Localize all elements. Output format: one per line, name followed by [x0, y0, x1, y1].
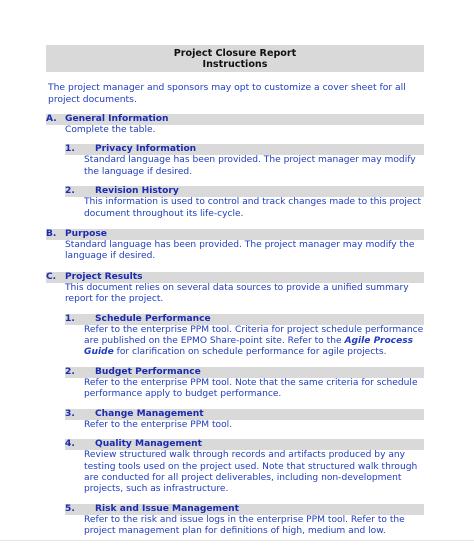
- subsection-number: 1.: [65, 313, 75, 324]
- document-subtitle: Instructions: [202, 59, 268, 70]
- body-text-after-link: for clarification on schedule performance for agile projects.: [113, 347, 387, 358]
- subsection-c4-heading: [65, 439, 424, 450]
- section-title: Project Results: [65, 271, 143, 282]
- subsection-number: 2.: [65, 186, 75, 197]
- subsection-number: 5.: [65, 503, 75, 514]
- document-title: Project Closure Report: [173, 48, 297, 59]
- intro-paragraph: The project manager and sponsors may opt to customize a cover sheet for all project documents.: [48, 82, 406, 105]
- section-a-heading: [46, 114, 424, 125]
- subsection-c3-heading: [65, 409, 424, 420]
- subsection-c2-body: Refer to the enterprise PPM tool. Note that the same criteria for schedule performance apply to budget performance.: [84, 377, 418, 400]
- section-letter: A.: [46, 114, 57, 124]
- section-title: Purpose: [65, 229, 107, 240]
- title-box: [46, 45, 424, 72]
- page-footer-divider: [0, 540, 474, 555]
- body-text-before-link: Refer to the enterprise PPM tool. Criteria for project schedule performance are published on the EPMO Share-point site. Refer to the: [84, 324, 424, 347]
- document-page: [46, 45, 424, 538]
- subsection-a1-heading: [65, 144, 424, 155]
- subsection-title: Revision History: [95, 186, 179, 197]
- subsection-number: 2.: [65, 366, 75, 377]
- subsection-number: 3.: [65, 408, 75, 419]
- section-letter: C.: [46, 271, 57, 282]
- agile-process-guide-link[interactable]: Agile Process Guide: [84, 336, 414, 358]
- section-title: General Information: [65, 114, 169, 124]
- section-c-heading: [46, 272, 424, 283]
- subsection-title: Change Management: [95, 408, 204, 419]
- subsection-c5-body: Refer to the risk and issue logs in the enterprise PPM tool. Refer to the project management plan for definitions of high, medium and low.: [84, 514, 405, 537]
- subsection-c2-heading: [65, 367, 424, 378]
- subsection-c1-body: [46, 325, 424, 359]
- subsection-c4-body: Review structured walk through records and artifacts produced by any testing tools used on the project used. Note that structured walk through are conducted for all project deliverables, including non-development projects, such as infrastructure.: [84, 450, 418, 495]
- subsection-title: Quality Management: [95, 439, 202, 450]
- subsection-c5-heading: [65, 504, 424, 515]
- section-letter: B.: [46, 229, 57, 240]
- section-b-heading: [46, 229, 424, 240]
- subsection-number: 4.: [65, 439, 75, 450]
- subsection-a2-heading: [65, 186, 424, 197]
- section-b-body: Standard language has been provided. The project manager may modify the language if desired.: [65, 240, 415, 262]
- subsection-number: 1.: [65, 144, 75, 155]
- subsection-title: Schedule Performance: [95, 313, 211, 324]
- subsection-title: Budget Performance: [95, 366, 201, 377]
- subsection-a2-body: This information is used to control and track changes made to this project document throughout its life-cycle.: [84, 197, 422, 219]
- section-c-body: This document relies on several data sources to provide a unified summary report for the project.: [65, 282, 409, 305]
- section-a-body: Complete the table.: [65, 125, 156, 135]
- subsection-c1-heading: [65, 314, 424, 325]
- subsection-a1-body: Standard language has been provided. The project manager may modify the language if desired.: [84, 155, 416, 177]
- subsection-c3-body: Refer to the enterprise PPM tool.: [84, 419, 233, 430]
- subsection-title: Privacy Information: [95, 144, 197, 155]
- subsection-title: Risk and Issue Management: [95, 503, 239, 514]
